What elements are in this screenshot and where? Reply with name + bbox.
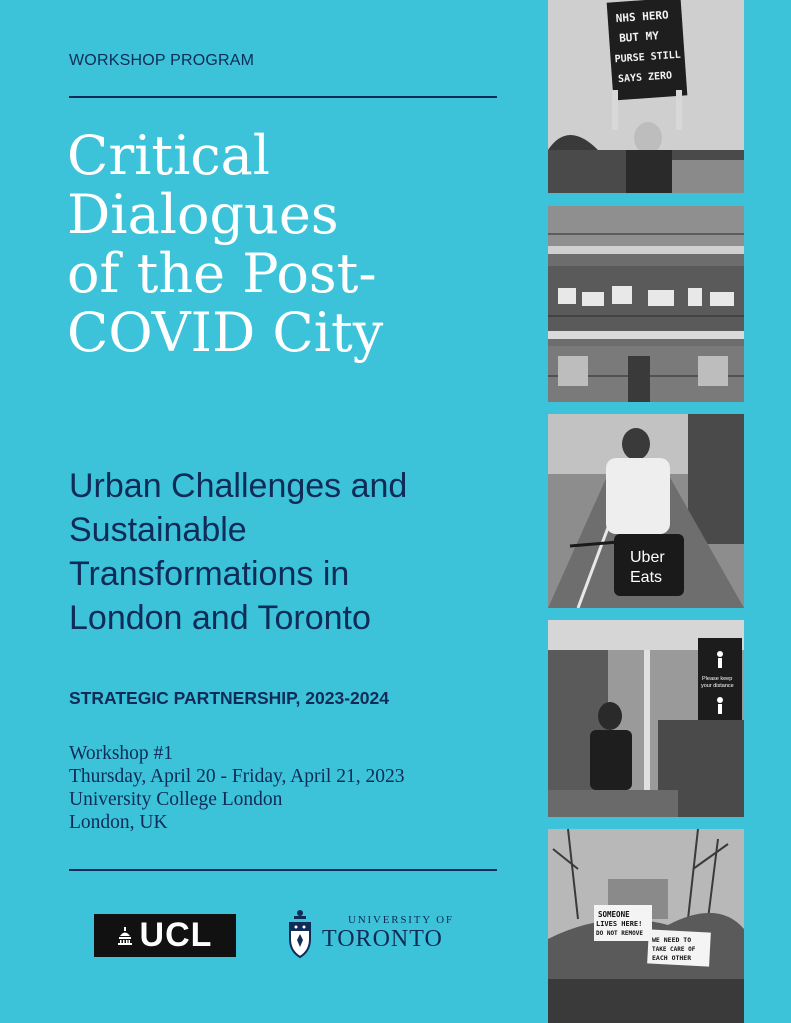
- title-line: COVID City: [67, 301, 384, 364]
- top-divider: [69, 96, 497, 98]
- ucl-logo: [94, 914, 236, 957]
- page-kicker: WORKSHOP PROGRAM: [69, 52, 255, 69]
- protest-sign-line: BUT MY: [618, 29, 660, 45]
- photo-delivery: [548, 414, 744, 608]
- ucl-wordmark: UCL: [139, 916, 213, 954]
- workshop-venue: University College London: [69, 789, 283, 810]
- workshop-dates: Thursday, April 20 - Friday, April 21, 2023: [69, 766, 405, 787]
- subtitle-line: London and Toronto: [69, 599, 371, 637]
- ucl-dome-icon: [118, 927, 132, 945]
- shelter-sign-line: EACH OTHER: [652, 954, 692, 962]
- protest-sign-line: SAYS ZERO: [617, 70, 673, 86]
- title-line: of the Post-: [67, 242, 377, 305]
- uoft-crest-icon: [286, 907, 314, 959]
- uoft-logo: [286, 907, 454, 959]
- title-line: Dialogues: [67, 183, 339, 246]
- workshop-number: Workshop #1: [69, 743, 174, 764]
- photo-housing: [548, 206, 744, 402]
- uoft-wordmark: [322, 914, 454, 952]
- photo-shelter: [548, 829, 744, 1023]
- uoft-wordmark-top: UNIVERSITY OF: [348, 914, 454, 926]
- workshop-details: [69, 742, 404, 834]
- protest-sign-line: PURSE STILL: [614, 49, 682, 66]
- tube-sign-line: Please keep: [702, 676, 733, 682]
- uoft-wordmark-bottom: TORONTO: [322, 926, 443, 952]
- shelter-sign-line: SOMEONE: [598, 910, 630, 919]
- delivery-bag-line: Eats: [630, 569, 663, 586]
- protest-sign-line: NHS HERO: [615, 8, 670, 26]
- subtitle-line: Sustainable: [69, 511, 247, 549]
- page-title: [67, 126, 507, 362]
- shelter-sign-line: TAKE CARE OF: [652, 946, 696, 953]
- bottom-divider: [69, 869, 497, 871]
- subtitle-line: Transformations in: [69, 555, 350, 593]
- page-subtitle: [69, 464, 499, 640]
- shelter-sign-line: DO NOT REMOVE: [596, 930, 643, 937]
- partnership-label: STRATEGIC PARTNERSHIP, 2023-2024: [69, 688, 389, 708]
- subtitle-line: Urban Challenges and: [69, 467, 408, 505]
- shelter-sign-line: LIVES HERE!: [596, 920, 643, 928]
- shelter-sign-line: WE NEED TO: [652, 936, 692, 944]
- delivery-bag-line: Uber: [630, 549, 665, 566]
- photo-protest: [548, 0, 744, 193]
- workshop-location: London, UK: [69, 812, 168, 833]
- tube-sign-line: your distance: [701, 683, 734, 689]
- photo-tube: [548, 620, 744, 817]
- title-line: Critical: [67, 124, 271, 187]
